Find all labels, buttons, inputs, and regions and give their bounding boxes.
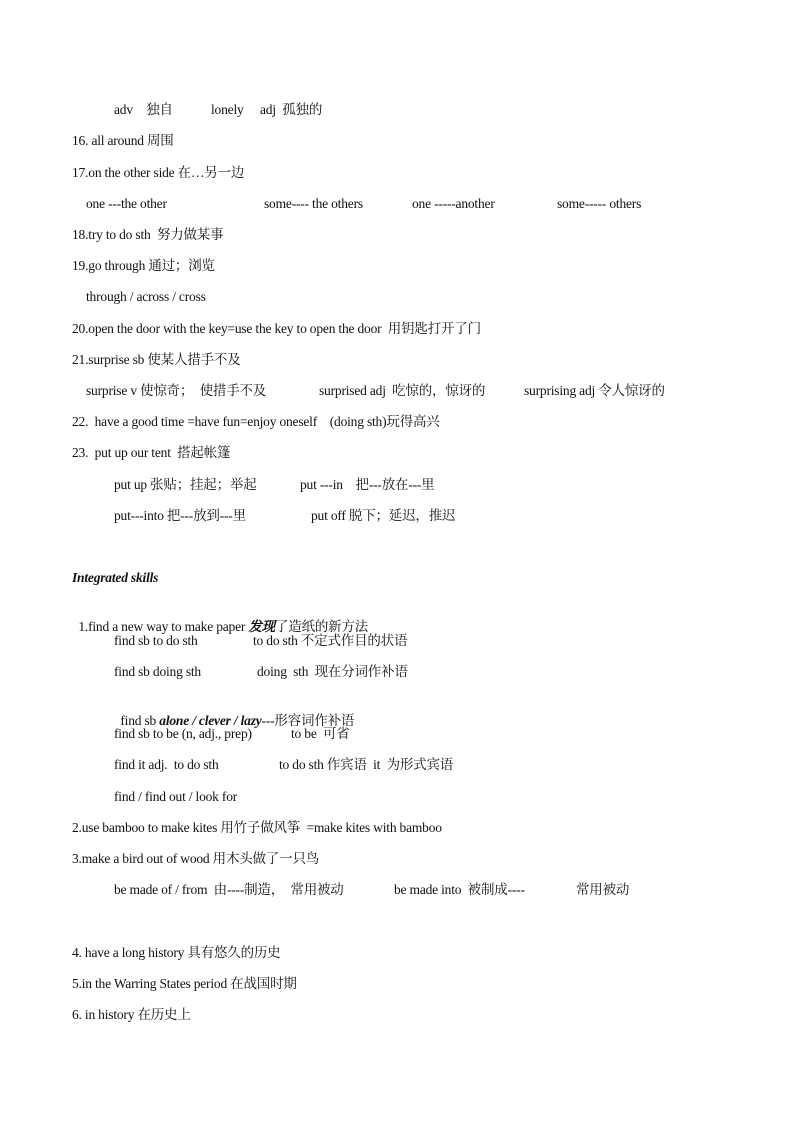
text-line: doing sth 现在分词作补语 [257, 664, 408, 679]
text-line: 3.make a bird out of wood 用木头做了一只鸟 [72, 851, 320, 866]
text-line: find / find out / look for [114, 789, 238, 804]
text-line: put up 张贴；挂起；举起 [114, 477, 257, 492]
text-line: 6. in history 在历史上 [72, 1007, 191, 1022]
text-line: 19.go through 通过；浏览 [72, 258, 215, 273]
section-heading: Integrated skills [72, 570, 159, 585]
text-line: 22. have a good time =have fun=enjoy oneself (doing sth)玩得高兴 [72, 414, 440, 429]
text-line: lonely adj 孤独的 [211, 102, 323, 117]
text-line: put off 脱下；延迟，推迟 [311, 508, 456, 523]
text-line: 17.on the other side 在…另一边 [72, 165, 245, 180]
text-line: find sb to be (n, adj., prep) [114, 726, 252, 741]
text-line: put ---in 把---放在---里 [300, 477, 435, 492]
text-line: 16. all around 周围 [72, 133, 174, 148]
text-line: through / across / cross [86, 289, 206, 304]
text-line: 4. have a long history 具有悠久的历史 [72, 945, 281, 960]
text-line: 5.in the Warring States period 在战国时期 [72, 976, 297, 991]
text-line: adv 独自 [114, 102, 173, 117]
text-line: 18.try to do sth 努力做某事 [72, 227, 224, 242]
text-line: 2.use bamboo to make kites 用竹子做风筝 =make kites with bamboo [72, 820, 442, 835]
text-line: some----- others [557, 196, 642, 211]
text-line: one -----another [412, 196, 495, 211]
text-line: surprise v 使惊奇； 使措手不及 [86, 383, 267, 398]
text-segment: ---形容词作补语 [261, 713, 355, 728]
text-segment: 1.find a new way to make paper [78, 619, 249, 634]
text-line: one ---the other [86, 196, 167, 211]
text-line: surprising adj 令人惊讶的 [524, 383, 665, 398]
emphasis-text: alone / clever / lazy [159, 713, 262, 728]
text-line: be made of / from 由----制造， 常用被动 [114, 882, 344, 897]
text-line: to be 可省 [291, 726, 350, 741]
text-segment: 了造纸的新方法 [274, 619, 369, 634]
text-line: 21.surprise sb 使某人措手不及 [72, 352, 241, 367]
text-line: 23. put up our tent 搭起帐篷 [72, 445, 231, 460]
text-line: find sb to do sth [114, 633, 198, 648]
text-line: be made into 被制成---- [394, 882, 525, 897]
emphasis-text: 发现 [248, 619, 275, 634]
text-segment: find sb [120, 713, 160, 728]
text-line: to do sth 不定式作目的状语 [253, 633, 408, 648]
text-line: 20.open the door with the key=use the key to open the door 用钥匙打开了门 [72, 321, 481, 336]
text-line: find it adj. to do sth [114, 757, 219, 772]
text-line: put---into 把---放到---里 [114, 508, 246, 523]
text-line [72, 600, 368, 636]
text-line: to do sth 作宾语 it 为形式宾语 [279, 757, 454, 772]
text-line: find sb doing sth [114, 664, 201, 679]
text-line: some---- the others [264, 196, 363, 211]
text-line: surprised adj 吃惊的，惊讶的 [319, 383, 486, 398]
text-line: 常用被动 [576, 882, 630, 897]
